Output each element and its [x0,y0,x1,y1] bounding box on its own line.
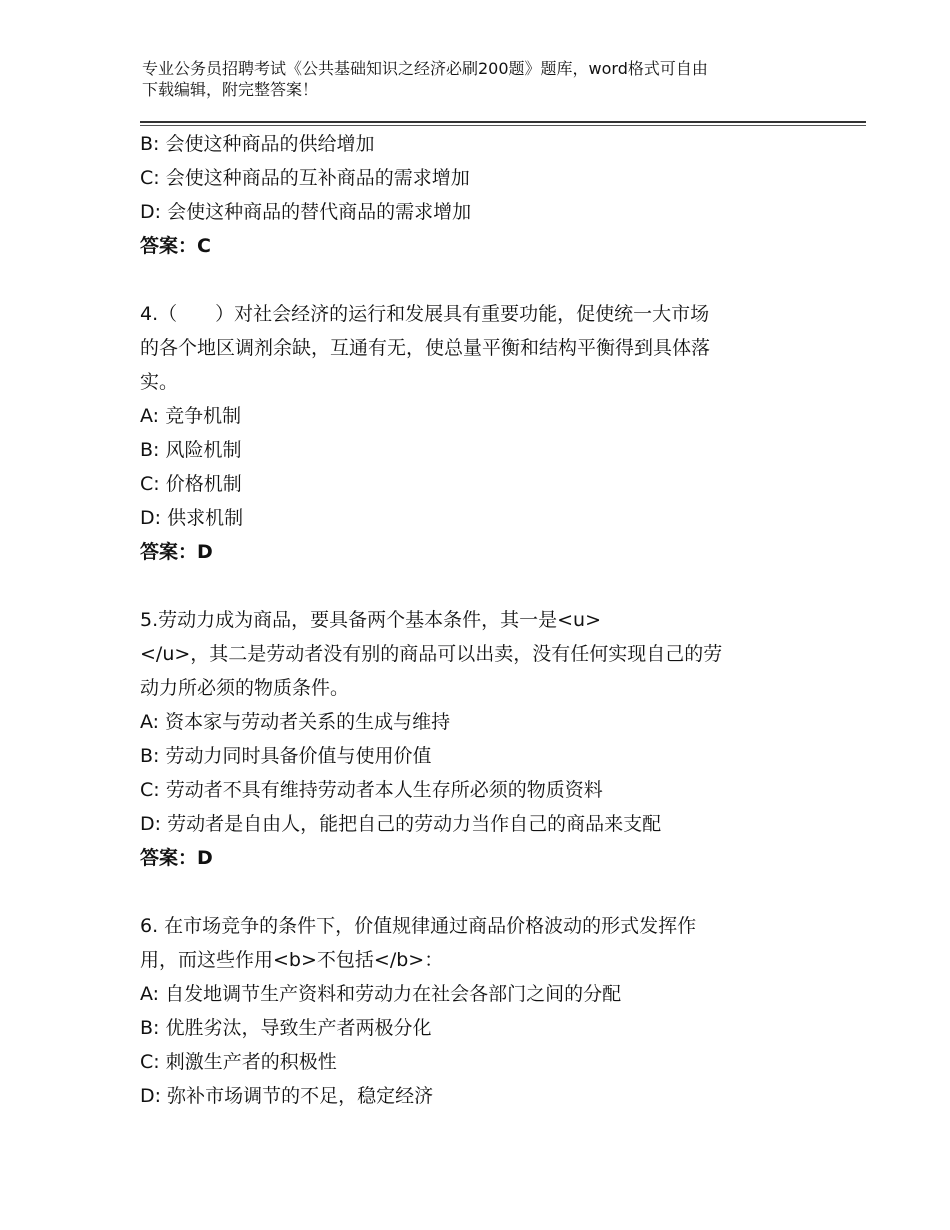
page-header [142,58,832,100]
header-line-1: 专业公务员招聘考试《公共基础知识之经济必刷200题》题库，word格式可自由 [142,59,708,78]
option-line: C: 刺激生产者的积极性 [140,1051,337,1073]
spacer [140,569,820,603]
option-line: C: 价格机制 [140,473,242,495]
question-text-line: 6. 在市场竞争的条件下，价值规律通过商品价格波动的形式发挥作 [140,915,697,937]
option-line: D: 供求机制 [140,507,244,529]
answer-line: 答案：C [140,235,211,257]
question-text-line: 5.劳动力成为商品，要具备两个基本条件，其一是<u> [140,609,602,631]
question-text-line: 实。 [140,371,179,393]
option-line: A: 资本家与劳动者关系的生成与维持 [140,711,451,733]
spacer [140,263,820,297]
question-text-line: 用，而这些作用<b>不包括</b>： [140,949,444,971]
question-content [140,127,820,1113]
option-line: B: 劳动力同时具备价值与使用价值 [140,745,432,767]
option-line: B: 会使这种商品的供给增加 [140,133,375,155]
header-rule-thin [140,125,866,126]
option-line: A: 竞争机制 [140,405,242,427]
question-5 [140,603,820,875]
spacer [140,875,820,909]
option-line: B: 优胜劣汰，导致生产者两极分化 [140,1017,432,1039]
option-line: D: 会使这种商品的替代商品的需求增加 [140,201,472,223]
option-line: D: 弥补市场调节的不足，稳定经济 [140,1085,434,1107]
question-text-line: 4.（ ）对社会经济的运行和发展具有重要功能，促使统一大市场 [140,303,710,325]
answer-line: 答案：D [140,541,213,563]
option-line: D: 劳动者是自由人，能把自己的劳动力当作自己的商品来支配 [140,813,662,835]
option-line: C: 劳动者不具有维持劳动者本人生存所必须的物质资料 [140,779,603,801]
question-text-line: 动力所必须的物质条件。 [140,677,350,699]
question-6 [140,909,820,1113]
header-line-2: 下载编辑，附完整答案！ [142,80,319,99]
question-4 [140,297,820,569]
option-line: C: 会使这种商品的互补商品的需求增加 [140,167,470,189]
question-text-line: 的各个地区调剂余缺，互通有无，使总量平衡和结构平衡得到具体落 [140,337,711,359]
header-rule-thick [140,121,866,123]
question-text-line: </u>，其二是劳动者没有别的商品可以出卖，没有任何实现自己的劳 [140,643,723,665]
option-line: A: 自发地调节生产资料和劳动力在社会各部门之间的分配 [140,983,622,1005]
answer-line: 答案：D [140,847,213,869]
question-3 [140,127,820,263]
option-line: B: 风险机制 [140,439,242,461]
